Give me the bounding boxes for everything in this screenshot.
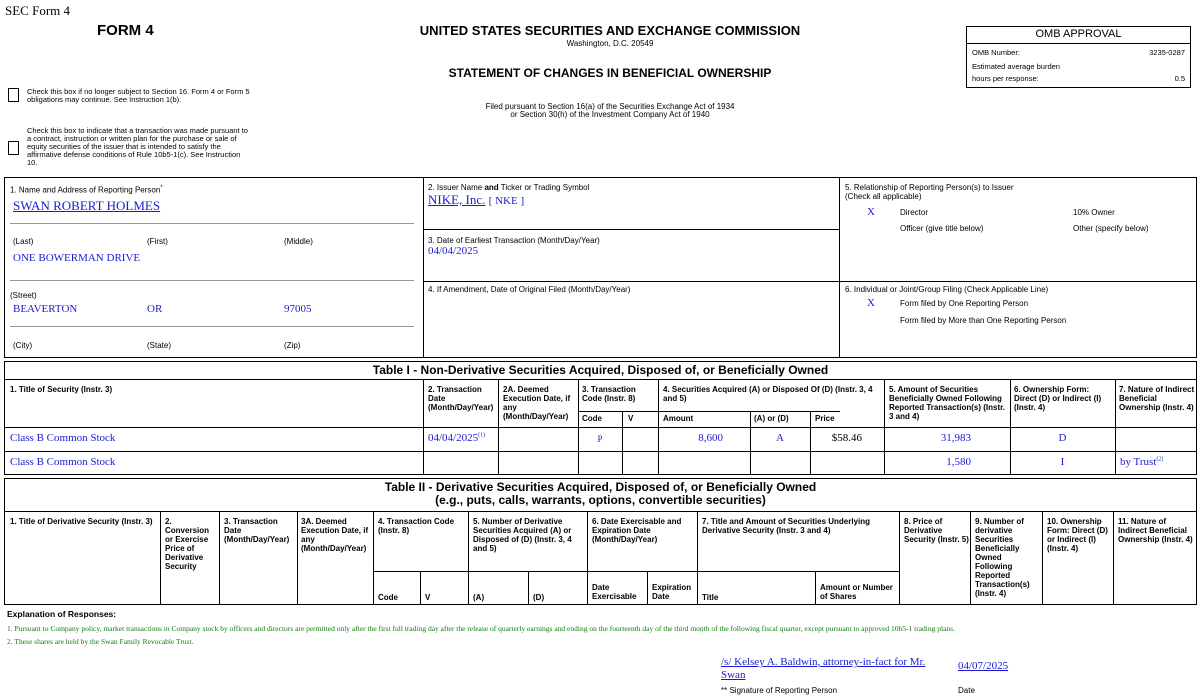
- t1-col3-code-header: Code: [582, 414, 602, 423]
- box1-label: 1. Name and Address of Reporting Person*: [10, 185, 163, 195]
- t1-row1-aord: A: [776, 432, 784, 444]
- signature-line2: Swan: [721, 669, 746, 681]
- omb-burden-label1: Estimated average burden: [972, 62, 1060, 71]
- signature-label: ** Signature of Reporting Person: [721, 686, 838, 695]
- t1-row2-form: I: [1060, 456, 1065, 468]
- t1-col5-header: 5. Amount of Securities Beneficially Owned Following Reported Transaction(s) (Instr. 3 and 4): [889, 385, 1006, 421]
- t2-col5-header: 5. Number of Derivative Securities Acquired (A) or Disposed of (D) (Instr. 3, 4 and 5): [473, 517, 572, 553]
- city-value: BEAVERTON: [13, 303, 78, 315]
- no-longer-subject-checkbox[interactable]: [8, 88, 19, 102]
- omb-number-value: 3235-0287: [1149, 48, 1185, 57]
- t1-row1-form: D: [1058, 432, 1067, 444]
- ten-pct-owner-label: 10% Owner: [1073, 208, 1115, 217]
- signature-date: 04/07/2025: [958, 660, 1009, 672]
- street-label: (Street): [10, 291, 37, 300]
- t2-col6-exp-header: Expiration Date: [652, 583, 692, 601]
- director-label: Director: [900, 208, 929, 217]
- omb-burden-value: 0.5: [1174, 74, 1185, 83]
- zip-label: (Zip): [284, 341, 301, 350]
- first-label: (First): [147, 237, 168, 246]
- t1-col2-header: 2. Transaction Date (Month/Day/Year): [428, 385, 494, 412]
- t1-row1-amount: 8,600: [698, 432, 723, 444]
- t2-col9-header: 9. Number of derivative Securities Beneficially Owned Following Reported Transaction(s) (Instr. 4): [975, 517, 1030, 598]
- t1-col3-header: 3. Transaction Code (Instr. 8): [582, 385, 636, 403]
- t2-col5-d-header: (D): [533, 593, 545, 602]
- explanation-note-2: 2. These shares are held by the Swan Family Revocable Trust.: [7, 637, 194, 646]
- agency-location: Washington, D.C. 20549: [566, 39, 654, 48]
- form-title: FORM 4: [97, 22, 154, 39]
- t1-row2-nature: by Trust$^{(2)}$: [1120, 456, 1164, 468]
- t1-row2-owned: 1,580: [946, 456, 971, 468]
- middle-label: (Middle): [284, 237, 313, 246]
- earliest-transaction-date: 04/04/2025: [428, 245, 479, 257]
- t1-row1-price: $58.46: [831, 432, 862, 444]
- t2-col6-header: 6. Date Exercisable and Expiration Date (Month/Day/Year): [592, 517, 682, 544]
- t2-col6-ex-header: Date Exercisable: [592, 583, 637, 601]
- t1-col7-header: 7. Nature of Indirect Beneficial Ownership (Instr. 4): [1119, 385, 1195, 412]
- officer-label: Officer (give title below): [900, 224, 984, 233]
- street-value: ONE BOWERMAN DRIVE: [13, 252, 141, 264]
- t2-col2-header: 2. Conversion or Exercise Price of Derivative Security: [165, 517, 210, 571]
- date-label: Date: [958, 686, 975, 695]
- box5-label1: 5. Relationship of Reporting Person(s) to Issuer: [845, 183, 1014, 192]
- omb-approval-box: [966, 26, 1191, 88]
- t2-col4-header: 4. Transaction Code (Instr. 8): [378, 517, 455, 535]
- t1-col6-header: 6. Ownership Form: Direct (D) or Indirect (I) (Instr. 4): [1014, 385, 1102, 412]
- checkbox1-text: Check this box if no longer subject to Section 16. Form 4 or Form 5 obligations may continue. See Instruction 1(b).: [27, 87, 250, 104]
- one-person-label: Form filed by One Reporting Person: [900, 299, 1029, 308]
- table2-title2: (e.g., puts, calls, warrants, options, convertible securities): [435, 493, 766, 507]
- box4-label: 4. If Amendment, Date of Original Filed (Month/Day/Year): [428, 285, 631, 294]
- t2-col11-header: 11. Nature of Indirect Beneficial Ownership (Instr. 4): [1118, 517, 1193, 544]
- checkbox2-text: Check this box to indicate that a transaction was made pursuant to a contract, instruction or written plan for the purchase or sale of equity securities of the issuer that is intended to satisfy the affirmative defense conditions of Rule 10b5-1(c). See Instruction 10.: [27, 126, 248, 167]
- director-mark: X: [867, 206, 875, 218]
- multi-person-label: Form filed by More than One Reporting Person: [900, 316, 1067, 325]
- filed-pursuant-line2: or Section 30(h) of the Investment Company Act of 1940: [510, 110, 710, 119]
- t2-col7-header: 7. Title and Amount of Securities Underlying Derivative Security (Instr. 3 and 4): [702, 517, 871, 535]
- ticker-close: ]: [517, 195, 525, 207]
- t1-row1-date: 04/04/2025$^{(1)}$: [428, 432, 486, 444]
- page-label: SEC Form 4: [5, 3, 71, 18]
- explanation-note-1: 1. Pursuant to Company policy, market transactions in Company stock by officers and directors are permitted only after the first full trading day after the release of quarterly earnings and ending on the fourteenth day of the third month of the following fiscal quarter, except pursuant to approved 10b5-1 trading plans.: [7, 624, 955, 633]
- t1-col2a-header: 2A. Deemed Execution Date, if any (Month/Day/Year): [503, 385, 571, 421]
- table1-title: Table I - Non-Derivative Securities Acquired, Disposed of, or Beneficially Owned: [372, 363, 829, 377]
- t2-col7-title-header: Title: [702, 593, 719, 602]
- signature-line1: /s/ Kelsey A. Baldwin, attorney-in-fact for Mr.: [721, 656, 926, 668]
- state-value: OR: [147, 303, 163, 315]
- box6-label: 6. Individual or Joint/Group Filing (Check Applicable Line): [845, 285, 1049, 294]
- reporting-person-name-link[interactable]: SWAN ROBERT HOLMES: [13, 198, 161, 213]
- agency-title: UNITED STATES SECURITIES AND EXCHANGE COMMISSION: [419, 23, 801, 38]
- filed-pursuant-line1: Filed pursuant to Section 16(a) of the Securities Exchange Act of 1934: [485, 102, 735, 111]
- t1-col4-price-header: Price: [815, 414, 835, 423]
- omb-title: OMB APPROVAL: [1035, 28, 1122, 40]
- t2-col7-amount-header: Amount or Number of Shares: [820, 583, 893, 601]
- reporting-person-section: [4, 177, 1197, 358]
- t2-col10-header: 10. Ownership Form: Direct (D) or Indirect (I) (Instr. 4): [1047, 517, 1108, 553]
- box5-label2: (Check all applicable): [845, 192, 922, 201]
- t1-row1-code: P: [597, 434, 603, 444]
- other-label: Other (specify below): [1073, 224, 1149, 233]
- t2-col4-code-header: Code: [378, 593, 398, 602]
- t2-col3-header: 3. Transaction Date (Month/Day/Year): [224, 517, 290, 544]
- t1-col3-v-header: V: [628, 414, 634, 423]
- t2-col5-a-header: (A): [473, 593, 485, 602]
- t2-col4-v-header: V: [425, 593, 431, 602]
- explanation-title: Explanation of Responses:: [7, 609, 117, 619]
- table2-title1: Table II - Derivative Securities Acquired, Disposed of, or Beneficially Owned: [384, 480, 817, 494]
- t2-col3a-header: 3A. Deemed Execution Date, if any (Month/Day/Year): [301, 517, 369, 553]
- t1-col4-aord-header: (A) or (D): [754, 414, 789, 423]
- ticker-open: [: [488, 195, 496, 207]
- city-label: (City): [13, 341, 33, 350]
- t1-col4-amount-header: Amount: [663, 414, 694, 423]
- statement-title: STATEMENT OF CHANGES IN BENEFICIAL OWNERSHIP: [448, 66, 772, 80]
- ticker-symbol: NKE: [495, 195, 518, 207]
- state-label: (State): [147, 341, 172, 350]
- omb-burden-label2: hours per response:: [972, 74, 1039, 83]
- t2-col1-header: 1. Title of Derivative Security (Instr. 3): [10, 517, 153, 526]
- t1-row2-title: Class B Common Stock: [10, 456, 116, 468]
- t1-col1-header: 1. Title of Security (Instr. 3): [10, 385, 113, 394]
- box3-label: 3. Date of Earliest Transaction (Month/Day/Year): [428, 236, 600, 245]
- one-person-mark: X: [867, 297, 875, 309]
- omb-number-label: OMB Number:: [972, 48, 1020, 57]
- t1-row1-title: Class B Common Stock: [10, 432, 116, 444]
- zip-value: 97005: [284, 303, 312, 315]
- issuer-line: [428, 192, 524, 208]
- rule-10b5-1-checkbox[interactable]: [8, 141, 19, 155]
- box2-label: 2. Issuer Name and Ticker or Trading Symbol: [428, 183, 590, 192]
- t1-col4-header: 4. Securities Acquired (A) or Disposed Of (D) (Instr. 3, 4 and 5): [663, 385, 873, 403]
- issuer-name-link[interactable]: NIKE, Inc.: [428, 192, 486, 207]
- last-label: (Last): [13, 237, 34, 246]
- t2-col8-header: 8. Price of Derivative Security (Instr. 5): [904, 517, 969, 544]
- t1-row1-owned: 31,983: [940, 432, 971, 444]
